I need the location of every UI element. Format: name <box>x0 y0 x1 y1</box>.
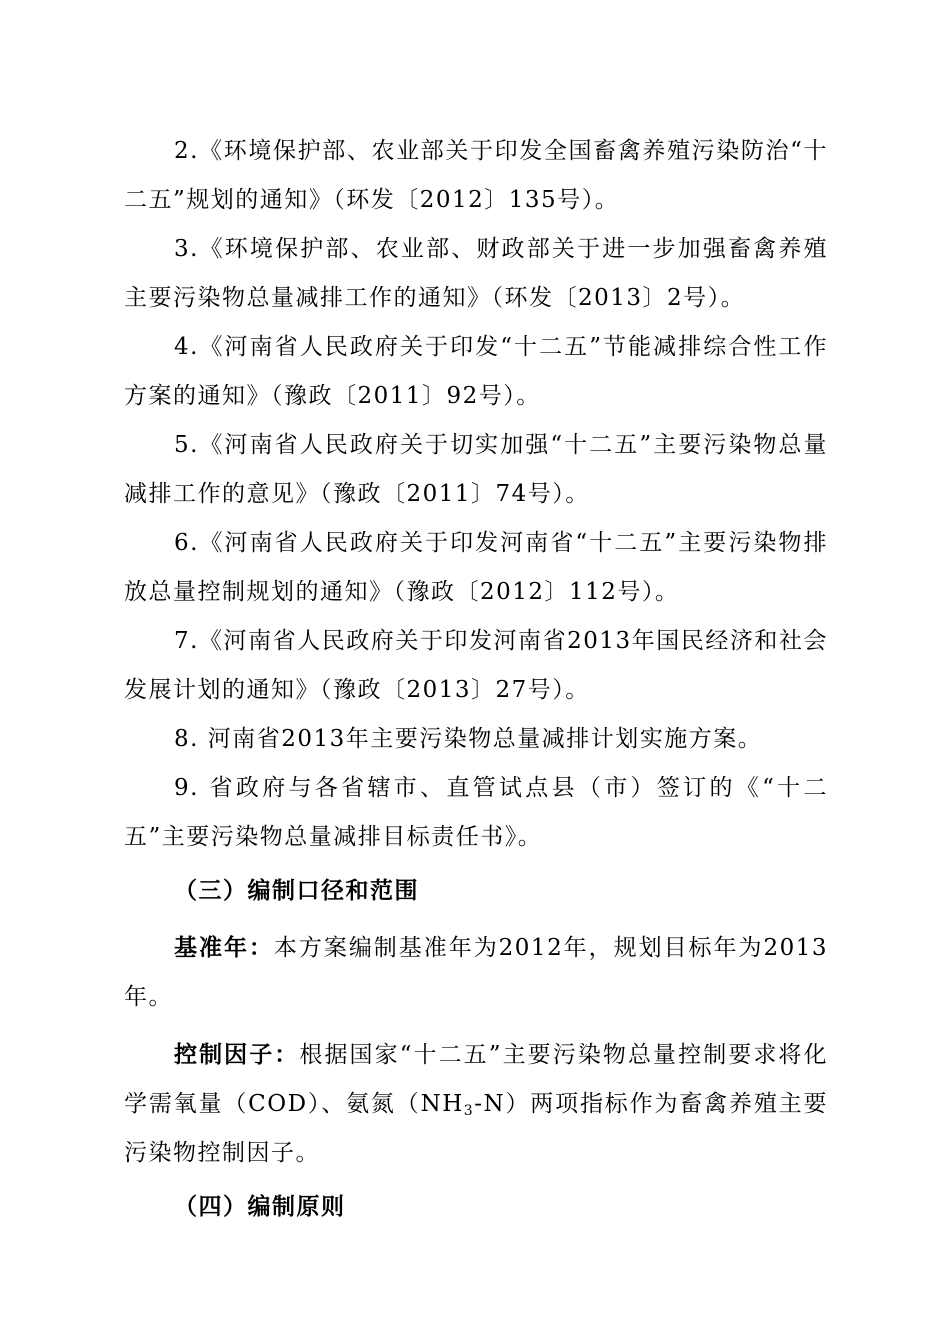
control-factors-paragraph <box>124 1030 828 1178</box>
reference-item-3: 3.《环境保护部、农业部、财政部关于进一步加强畜禽养殖主要污染物总量减排工作的通知》（环发〔2013〕2号）。 <box>124 236 828 311</box>
document-body <box>124 127 828 1235</box>
control-factors-label: 控制因子： <box>174 1041 300 1068</box>
nh3-subscript: 3 <box>463 1103 475 1119</box>
control-factors-text-2: -N）两项指标作为畜禽养殖主要污染物控制因子。 <box>124 1091 828 1166</box>
baseline-year-text: 本方案编制基准年为2012年，规划目标年为2013年。 <box>124 935 828 1010</box>
reference-item-4: 4.《河南省人民政府关于印发“十二五”节能减排综合性工作方案的通知》（豫政〔2011〕92号）。 <box>124 334 828 409</box>
reference-item-8: 8. 河南省2013年主要污染物总量减排计划实施方案。 <box>174 726 763 752</box>
control-factors-text-1: 根据国家“十二五”主要污染物总量控制要求将化学需氧量（COD）、氨氮（NH <box>124 1042 828 1117</box>
reference-item-5: 5.《河南省人民政府关于切实加强“十二五”主要污染物总量减排工作的意见》（豫政〔2011〕74号）。 <box>124 432 828 507</box>
section-heading-principles: （四）编制原则 <box>174 1193 346 1220</box>
reference-item-2: 2.《环境保护部、农业部关于印发全国畜禽养殖污染防治“十二五”规划的通知》（环发〔2012〕135号）。 <box>124 138 828 213</box>
baseline-year-paragraph <box>124 923 828 1022</box>
reference-item-6: 6.《河南省人民政府关于印发河南省“十二五”主要污染物排放总量控制规划的通知》（豫政〔2012〕112号）。 <box>124 530 828 605</box>
baseline-year-label: 基准年： <box>174 934 274 961</box>
reference-item-9: 9. 省政府与各省辖市、直管试点县（市）签订的《“十二五”主要污染物总量减排目标责任书》。 <box>124 775 828 850</box>
section-heading-scope: （三）编制口径和范围 <box>174 877 419 904</box>
reference-item-7: 7.《河南省人民政府关于印发河南省2013年国民经济和社会发展计划的通知》（豫政〔2013〕27号）。 <box>124 628 828 703</box>
